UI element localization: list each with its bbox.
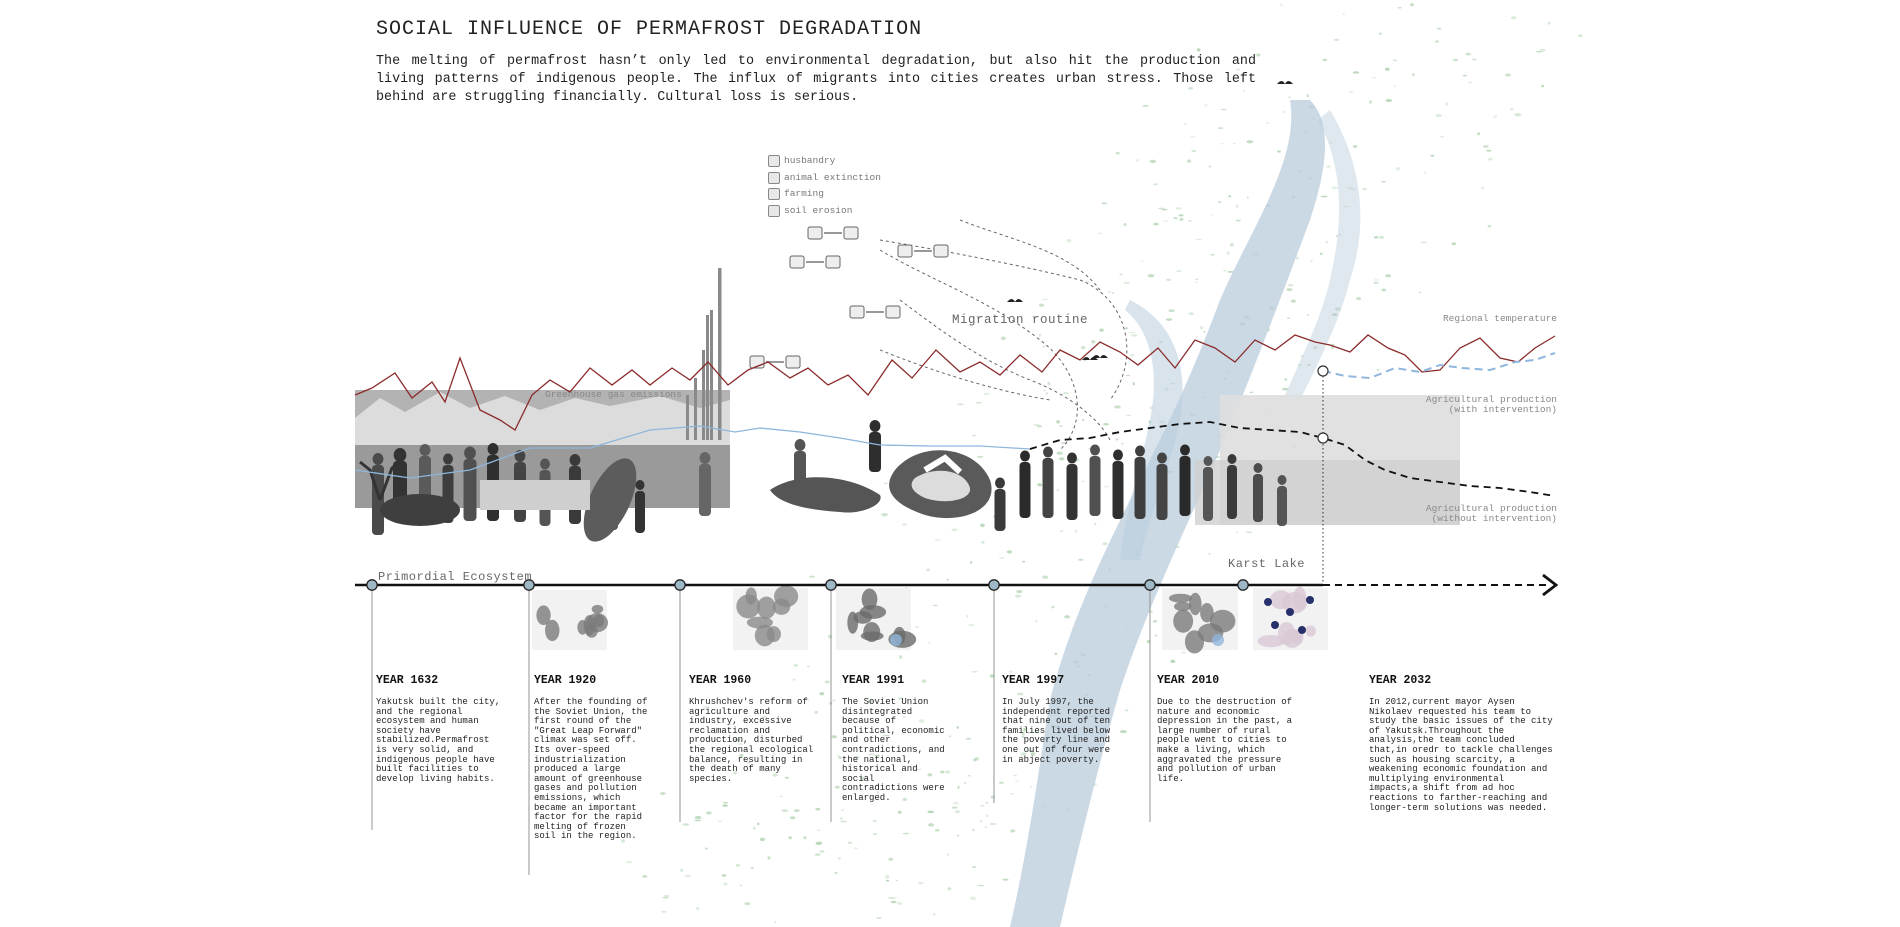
year-1960-heading: YEAR 1960 (689, 674, 752, 687)
year-1997-text: In July 1997, the independent reported that nine out of ten families lived below the poverty line and one out of four were in abject poverty. (1002, 697, 1111, 765)
timeline-node (826, 580, 836, 590)
legend-label: farming (784, 188, 824, 199)
legend-item (768, 186, 881, 203)
year-1960-text: Khrushchev's reform of agriculture and industry, excessive reclamation and production, disturbed the regional ecological balance, resulting in the death of many species. (689, 697, 814, 784)
greenhouse-gas-label: Greenhouse gas emissions (545, 389, 682, 400)
greenhouse-gas-line (355, 426, 1030, 478)
primordial-ecosystem-label: Primordial Ecosystem (378, 570, 533, 584)
agri-with-label-line1: Agricultural production (1425, 394, 1557, 405)
legend-item (768, 153, 881, 170)
legend (768, 153, 881, 219)
agri-with-label-line2: (with intervention) (1448, 404, 1557, 415)
agri-with-intervention-line (1323, 353, 1555, 378)
year-2032-text: In 2012,current mayor Aysen Nikolaev requested his team to study the basic issues of the city of Yakutsk.Throughout the analysis,the team concluded that,in oredr to tackle challenges such as housing scarcity, a weakening economic foundation and multiplying environmental impacts,a shift from ad hoc reactions to farther-reaching and longer-term solutions was needed. (1369, 697, 1553, 813)
agri-with-label (1426, 395, 1557, 415)
cow-icon (768, 155, 780, 167)
year-1920-heading: YEAR 1920 (534, 674, 597, 687)
migration-routine-label: Migration routine (952, 313, 1089, 327)
regional-temperature-line (355, 335, 1555, 430)
legend-item (768, 170, 881, 187)
legend-item (768, 203, 881, 220)
timeline-node (1145, 580, 1155, 590)
karst-lake-label: Karst Lake (1228, 557, 1306, 571)
page-title: SOCIAL INFLUENCE OF PERMAFROST DEGRADATION (376, 18, 923, 41)
soil-erosion-icon (768, 205, 780, 217)
year-1997-heading: YEAR 1997 (1002, 674, 1065, 687)
year-1632-text: Yakutsk built the city, and the regional ecosystem and human society have stabilized.Permafrost is very solid, and indigenous people have built facilities to develop living habits. (376, 697, 501, 784)
timeline-node (1238, 580, 1248, 590)
agri-without-label-line2: (without intervention) (1431, 513, 1557, 524)
year-1991-heading: YEAR 1991 (842, 674, 905, 687)
timeline-node (675, 580, 685, 590)
extinction-icon (768, 172, 780, 184)
year-1920-text: After the founding of the Soviet Union, the first round of the "Great Leap Forward" climax was set off. Its over-speed industrialization produced a large amount of greenhouse gases and pollution emissions, which became an important factor for the rapid melting of frozen soil in the region. (534, 697, 648, 842)
agri-without-label-line1: Agricultural production (1425, 503, 1557, 514)
year-2010-text: Due to the destruction of nature and economic depression in the past, a large number of rural people went to cities to make a living, which aggravated the pressure and pollution of urban life. (1157, 697, 1293, 784)
farming-icon (768, 188, 780, 200)
regional-temperature-label: Regional temperature (1442, 313, 1557, 324)
legend-label: soil erosion (784, 204, 853, 216)
agri-without-label (1426, 504, 1557, 524)
agri-without-intervention-line (1030, 422, 1555, 496)
legend-label: husbandry (784, 155, 836, 166)
timeline-node (989, 580, 999, 590)
year-1991-text: The Soviet Union disintegrated because of political, economic and other contradictions, and the national, historical and social contradictions were enlarged. (842, 697, 945, 803)
timeline-node (367, 580, 377, 590)
agri-without-node (1318, 433, 1328, 443)
year-2010-heading: YEAR 2010 (1157, 674, 1220, 687)
year-1632-heading: YEAR 1632 (376, 674, 439, 687)
legend-label: animal extinction (784, 171, 881, 183)
intro-paragraph: The melting of permafrost hasn’t only led to environmental degradation, but also hit the production and living patterns of indigenous people. The influx of migrants into cities creates urban stress. Those left behind are struggling financially. Cultural loss is serious. (376, 54, 1256, 105)
year-2032-heading: YEAR 2032 (1369, 674, 1432, 687)
agri-with-node (1318, 366, 1328, 376)
